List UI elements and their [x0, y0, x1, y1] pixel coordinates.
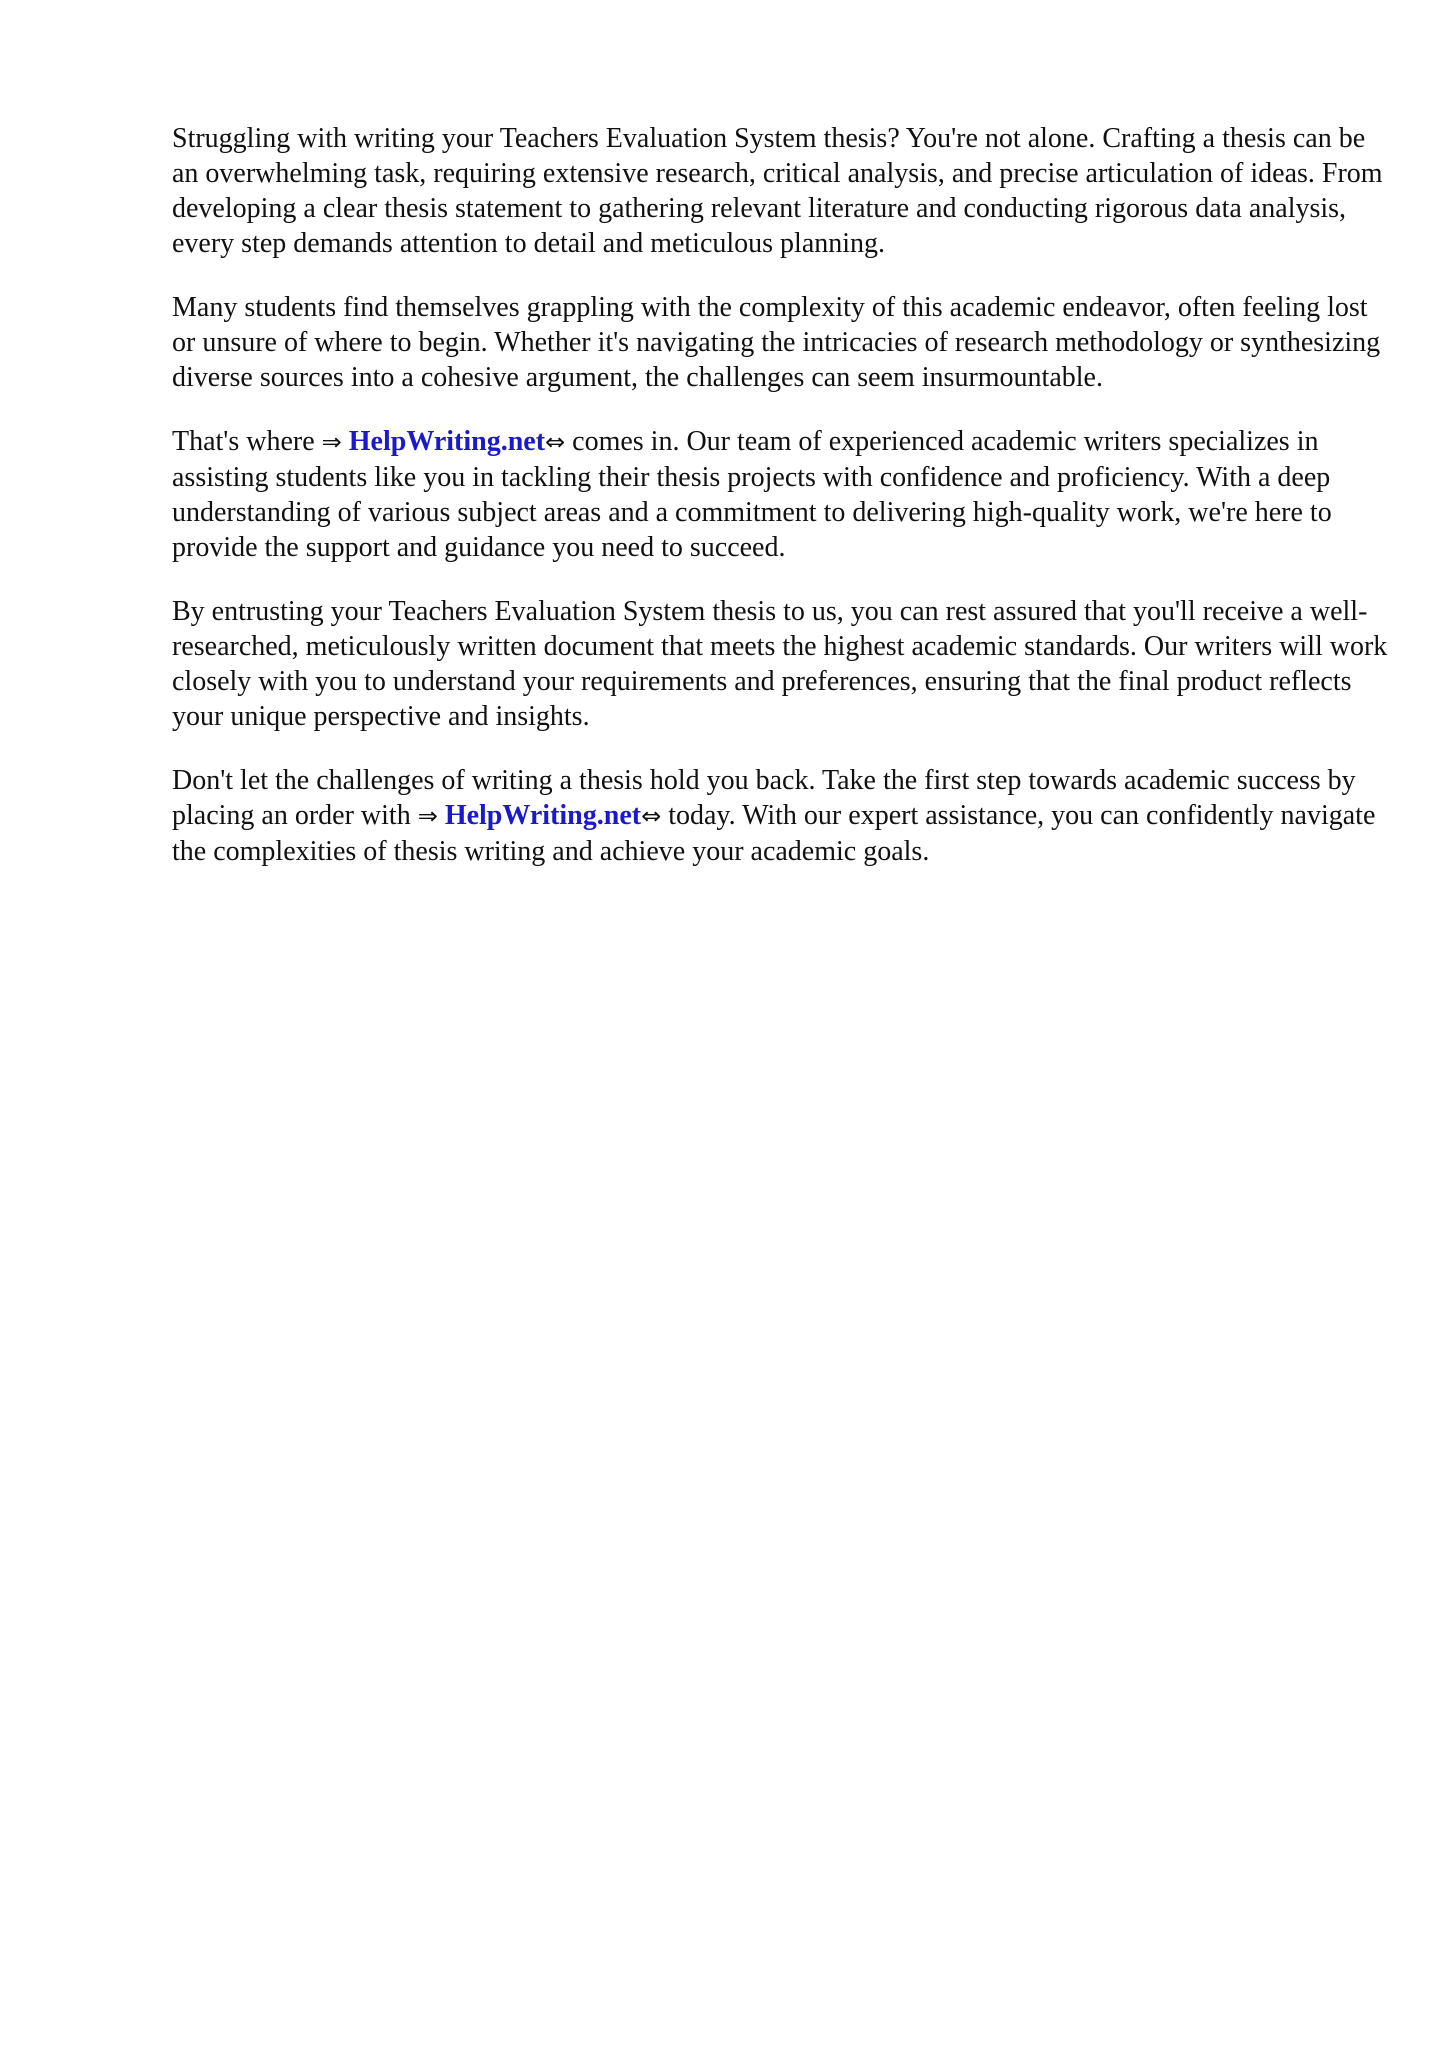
document-body [172, 121, 1392, 898]
paragraph-cta-rest: today. With our expert assistance, you can confidently navigate the complexities of thesis writing and achieve your academic goals. [172, 800, 1376, 867]
helpwriting-link[interactable]: HelpWriting.net [348, 426, 546, 457]
paragraph-challenges: Many students find themselves grappling with the complexity of this academic endeavor, often feeling lost or unsure of where to begin. Whether it's navigating the intricacies of research methodology or synthesizing diverse sources into a cohesive argument, the challenges can seem insurmountable. [172, 292, 1381, 393]
paragraph-service-lead: That's where [172, 426, 322, 457]
paragraph-assurance: By entrusting your Teachers Evaluation System thesis to us, you can rest assured that you'll receive a well-researched, meticulously written document that meets the highest academic standards. Our writers will work closely with you to understand your requirements and preferences, ensuring that the final product reflects your unique perspective and insights. [172, 596, 1388, 732]
paragraph-call-to-action [172, 763, 1392, 869]
helpwriting-link[interactable]: HelpWriting.net [444, 800, 642, 831]
right-arrow-icon: ⇒ [417, 802, 438, 830]
paragraph-cta-lead: Don't let the challenges of writing a thesis hold you back. Take the first step towards academic success by placing an order with [172, 765, 1356, 831]
paragraph-intro: Struggling with writing your Teachers Evaluation System thesis? You're not alone. Crafting a thesis can be an overwhelming task, requiring extensive research, critical analysis, and precise articulation of ideas. From developing a clear thesis statement to gathering relevant literature and conducting rigorous data analysis, every step demands attention to detail and meticulous planning. [172, 123, 1383, 259]
double-arrow-icon: ⇔ [641, 802, 662, 830]
double-arrow-icon: ⇔ [545, 428, 566, 456]
right-arrow-icon: ⇒ [321, 428, 342, 456]
paragraph-service-rest: comes in. Our team of experienced academic writers specializes in assisting students like you in tackling their thesis projects with confidence and proficiency. With a deep understanding of various subject areas and a commitment to delivering high-quality work, we're here to provide the support and guidance you need to succeed. [172, 426, 1332, 563]
paragraph-service [172, 424, 1392, 565]
